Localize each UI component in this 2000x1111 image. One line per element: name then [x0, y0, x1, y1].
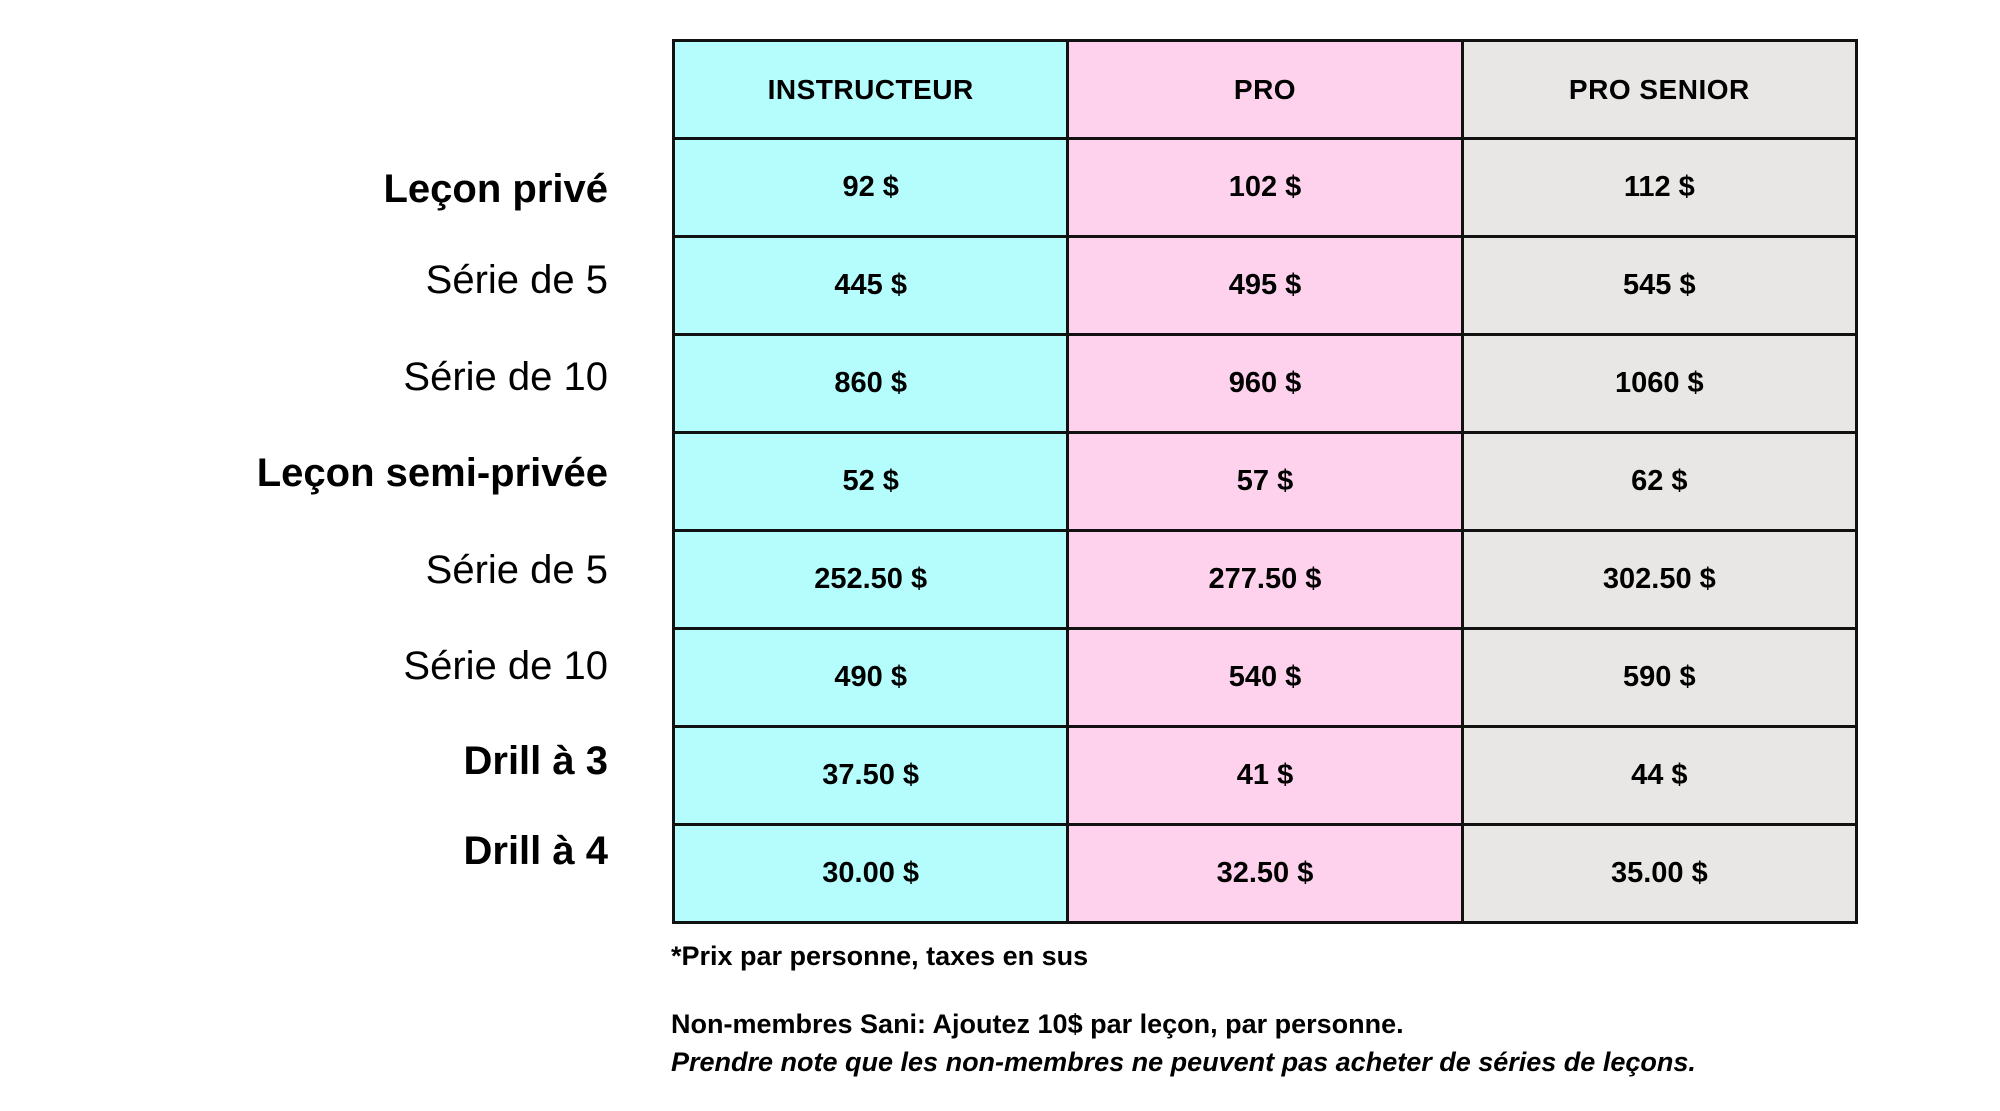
table-row	[674, 825, 1857, 923]
series-restriction-note: Prendre note que les non-membres ne peuvent pas acheter de séries de leçons.	[671, 1047, 1696, 1077]
row-label-serie-de-10: Série de 10	[403, 355, 608, 399]
table-row	[674, 237, 1857, 335]
price-cell-pro-senior: 1060 $	[1462, 335, 1856, 433]
row-label-serie-de-5-semi: Série de 5	[425, 548, 608, 592]
row-label-lecon-semi-privee: Leçon semi-privée	[256, 451, 608, 495]
price-cell-pro-senior: 545 $	[1462, 237, 1856, 335]
table-row	[674, 629, 1857, 727]
pricing-table	[672, 39, 1858, 924]
footnotes	[671, 938, 1971, 1081]
row-label-drill-a-4: Drill à 4	[463, 829, 608, 873]
row-label-lecon-prive: Leçon privé	[383, 167, 608, 211]
price-cell-pro: 277.50 $	[1068, 531, 1462, 629]
non-members-note: Non-membres Sani: Ajoutez 10$ par leçon, par personne.	[671, 1009, 1404, 1039]
tax-note: *Prix par personne, taxes en sus	[671, 941, 1089, 971]
price-cell-instructeur: 445 $	[674, 237, 1068, 335]
price-cell-pro-senior: 112 $	[1462, 139, 1856, 237]
row-label-serie-de-5: Série de 5	[425, 258, 608, 302]
price-cell-pro-senior: 35.00 $	[1462, 825, 1856, 923]
table-row	[674, 433, 1857, 531]
price-cell-instructeur: 52 $	[674, 433, 1068, 531]
price-cell-instructeur: 860 $	[674, 335, 1068, 433]
price-cell-pro-senior: 44 $	[1462, 727, 1856, 825]
column-header-pro: PRO	[1068, 41, 1462, 139]
price-cell-pro-senior: 62 $	[1462, 433, 1856, 531]
column-header-instructeur: INSTRUCTEUR	[674, 41, 1068, 139]
price-cell-pro: 32.50 $	[1068, 825, 1462, 923]
table-header-row	[674, 41, 1857, 139]
price-cell-pro: 960 $	[1068, 335, 1462, 433]
price-cell-instructeur: 92 $	[674, 139, 1068, 237]
price-cell-instructeur: 252.50 $	[674, 531, 1068, 629]
table-row	[674, 335, 1857, 433]
price-cell-pro: 41 $	[1068, 727, 1462, 825]
price-cell-pro: 57 $	[1068, 433, 1462, 531]
price-cell-pro-senior: 590 $	[1462, 629, 1856, 727]
row-label-serie-de-10-semi: Série de 10	[403, 644, 608, 688]
price-cell-pro: 102 $	[1068, 139, 1462, 237]
price-cell-pro-senior: 302.50 $	[1462, 531, 1856, 629]
row-labels	[0, 0, 608, 1111]
table-row	[674, 139, 1857, 237]
price-cell-instructeur: 30.00 $	[674, 825, 1068, 923]
table-row	[674, 531, 1857, 629]
price-cell-pro: 540 $	[1068, 629, 1462, 727]
column-header-pro-senior: PRO SENIOR	[1462, 41, 1856, 139]
price-cell-instructeur: 37.50 $	[674, 727, 1068, 825]
table-row	[674, 727, 1857, 825]
price-cell-instructeur: 490 $	[674, 629, 1068, 727]
row-label-drill-a-3: Drill à 3	[463, 739, 608, 783]
price-cell-pro: 495 $	[1068, 237, 1462, 335]
